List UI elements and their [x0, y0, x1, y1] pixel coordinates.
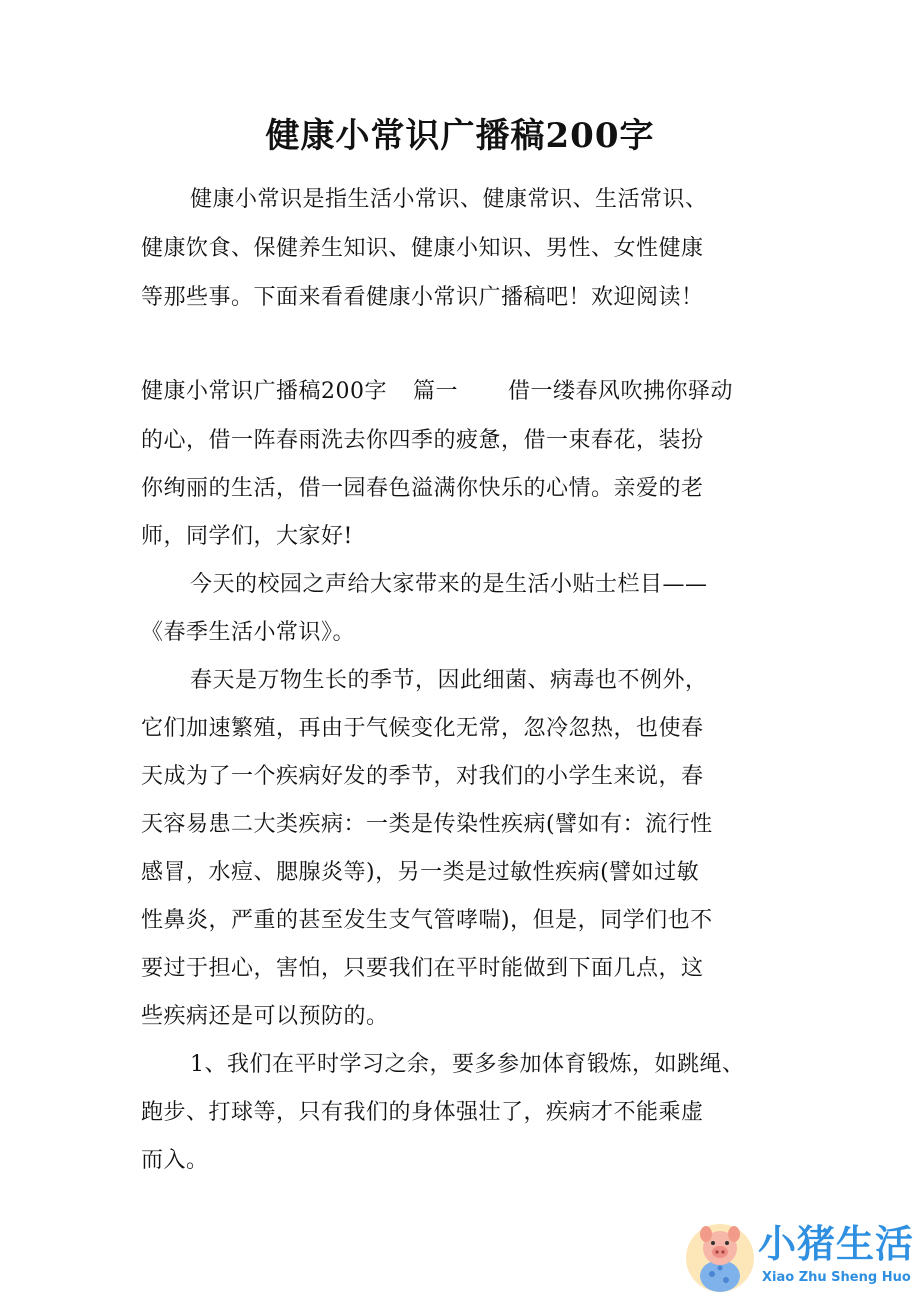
body-line: 性鼻炎，严重的甚至发生支气管哮喘)，但是，同学们也不 [141, 908, 713, 933]
brand-pinyin: Xiao Zhu Sheng Huo [762, 1270, 911, 1285]
intro-line: 健康小常识是指生活小常识、健康常识、生活常识、 [190, 187, 708, 212]
body-line: 它们加速繁殖，再由于气候变化无常，忽冷忽热，也使春 [141, 716, 704, 741]
watermark-logo [678, 1212, 918, 1300]
section-heading-line [141, 377, 733, 407]
body-line: 要过于担心，害怕，只要我们在平时能做到下面几点，这 [141, 956, 704, 981]
body-line: 1、我们在平时学习之余，要多参加体育锻炼，如跳绳、 [190, 1052, 745, 1077]
body-line: 感冒，水痘、腮腺炎等)，另一类是过敏性疾病(譬如过敏 [141, 860, 700, 885]
body-line: 师，同学们，大家好! [141, 524, 353, 549]
section-first-text: 借一缕春风吹拂你驿动 [508, 379, 734, 404]
page-title: 健康小常识广播稿200字 [265, 116, 655, 156]
body-line: 天容易患二大类疾病：一类是传染性疾病(譬如有：流行性 [141, 812, 713, 837]
body-line: 而入。 [141, 1148, 209, 1173]
intro-line: 等那些事。下面来看看健康小常识广播稿吧！欢迎阅读！ [141, 285, 704, 310]
body-line: 今天的校园之声给大家带来的是生活小贴士栏目—— [190, 572, 708, 597]
section-heading: 健康小常识广播稿200字 [141, 379, 387, 404]
brand-name: 小猪生活 [758, 1222, 915, 1266]
intro-line: 健康饮食、保健养生知识、健康小知识、男性、女性健康 [141, 236, 704, 261]
body-line: 春天是万物生长的季节，因此细菌、病毒也不例外， [190, 668, 708, 693]
body-line: 天成为了一个疾病好发的季节，对我们的小学生来说，春 [141, 764, 704, 789]
body-line: 的心，借一阵春雨洗去你四季的疲惫，借一束春花，装扮 [141, 428, 704, 453]
body-line: 《春季生活小常识》。 [141, 620, 356, 645]
body-line: 跑步、打球等，只有我们的身体强壮了，疾病才不能乘虚 [141, 1100, 704, 1125]
pig-mascot-icon [684, 1218, 756, 1296]
section-label: 篇一 [413, 379, 459, 404]
body-line: 些疾病还是可以预防的。 [141, 1004, 389, 1029]
body-line: 你绚丽的生活，借一园春色溢满你快乐的心情。亲爱的老 [141, 476, 704, 501]
